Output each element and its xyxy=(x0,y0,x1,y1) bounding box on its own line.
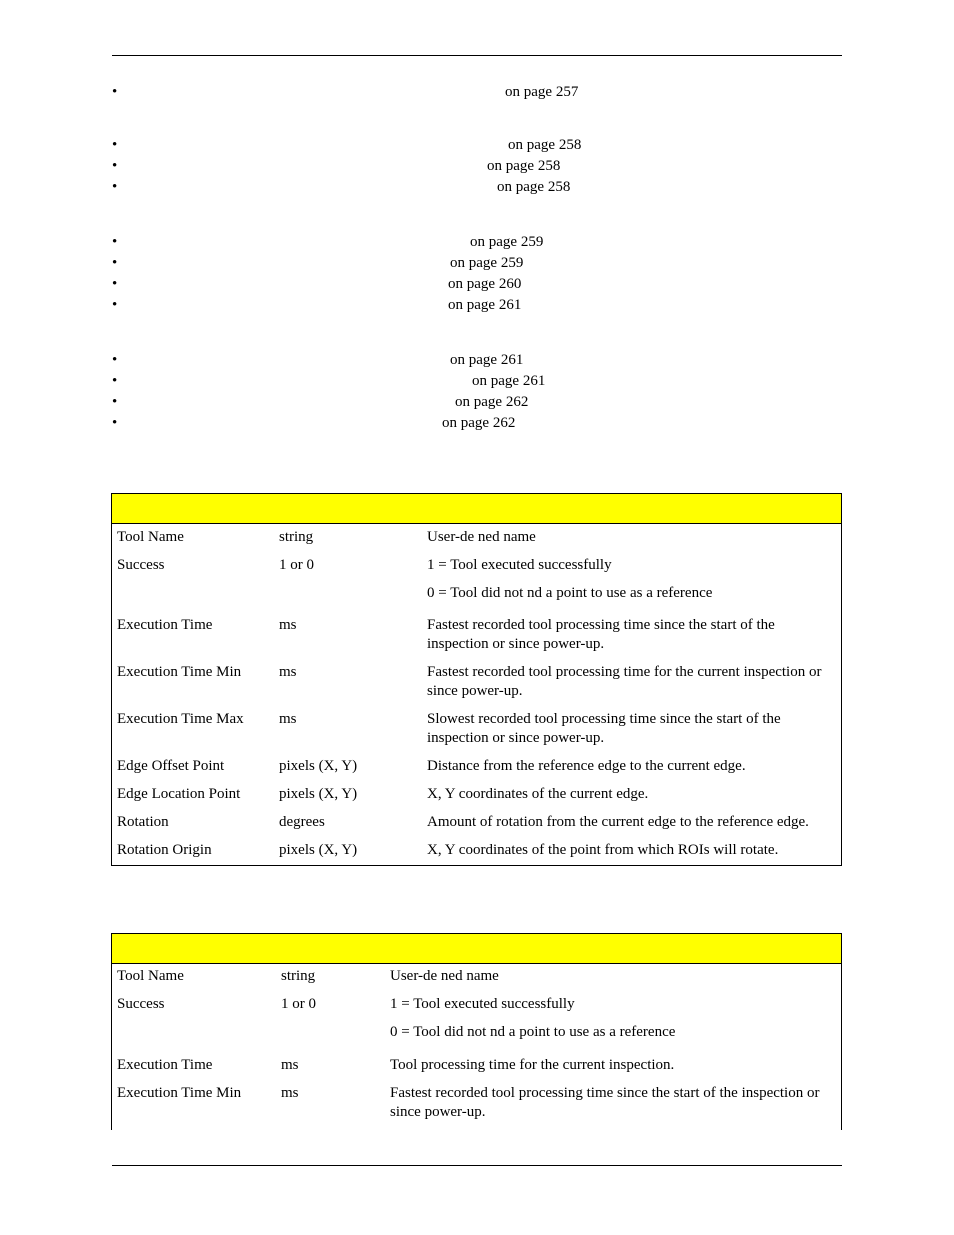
cell-description: Tool processing time for the current inspection. xyxy=(390,1057,675,1073)
bullet-icon: • xyxy=(112,255,118,271)
page-reference-link[interactable]: on page 258 xyxy=(508,137,582,153)
results-table xyxy=(111,933,842,1130)
list-item[interactable] xyxy=(112,413,842,434)
list-item[interactable] xyxy=(112,135,842,156)
cell-type: ms xyxy=(281,1057,299,1073)
cell-type: 1 or 0 xyxy=(281,996,316,1012)
page-reference-link[interactable]: on page 259 xyxy=(450,255,524,271)
page-reference-link[interactable]: on page 258 xyxy=(497,179,571,195)
cell-type: pixels (X, Y) xyxy=(279,842,358,858)
cell-type: pixels (X, Y) xyxy=(279,786,358,802)
cell-type: ms xyxy=(281,1085,299,1101)
bullet-icon: • xyxy=(112,415,118,431)
cell-name: Edge Offset Point xyxy=(117,758,225,774)
bullet-icon: • xyxy=(112,158,118,174)
cell-type: ms xyxy=(279,617,297,633)
cell-type: ms xyxy=(279,711,297,727)
page-reference-link[interactable]: on page 262 xyxy=(442,415,516,431)
bullet-icon: • xyxy=(112,352,118,368)
list-item[interactable] xyxy=(112,371,842,392)
page-reference-link[interactable]: on page 262 xyxy=(455,394,529,410)
cell-description: Amount of rotation from the current edge to the reference edge. xyxy=(427,814,809,830)
list-item[interactable] xyxy=(112,350,842,371)
list-item[interactable] xyxy=(112,156,842,177)
bullet-icon: • xyxy=(112,276,118,292)
cell-type: 1 or 0 xyxy=(279,557,314,573)
list-item[interactable] xyxy=(112,177,842,198)
list-item[interactable] xyxy=(112,253,842,274)
list-item[interactable] xyxy=(112,392,842,413)
cell-name: Execution Time xyxy=(117,1057,213,1073)
cell-name: Execution Time Min xyxy=(117,664,242,680)
list-item[interactable] xyxy=(112,274,842,295)
cell-type: degrees xyxy=(279,814,325,830)
page-reference-link[interactable]: on page 259 xyxy=(470,234,544,250)
footer-rule xyxy=(112,1165,842,1166)
cell-description: User-de ned name xyxy=(427,529,536,545)
bullet-icon: • xyxy=(112,179,118,195)
page-reference-link[interactable]: on page 261 xyxy=(450,352,524,368)
cell-description: Fastest recorded tool processing time since the start of the inspection or since power-up. xyxy=(390,1085,820,1120)
cell-description: 0 = Tool did not nd a point to use as a reference xyxy=(427,585,713,601)
cell-description: X, Y coordinates of the point from which ROIs will rotate. xyxy=(427,842,779,858)
list-item[interactable] xyxy=(112,82,842,103)
list-item[interactable] xyxy=(112,295,842,316)
page-reference-link[interactable]: on page 260 xyxy=(448,276,522,292)
cell-description: 0 = Tool did not nd a point to use as a reference xyxy=(390,1024,676,1040)
cell-name: Rotation Origin xyxy=(117,842,212,858)
cell-name: Execution Time xyxy=(117,617,213,633)
table-header-bar xyxy=(112,494,841,524)
cell-name: Success xyxy=(117,996,165,1012)
cell-description: Fastest recorded tool processing time for the current inspection or since power-up. xyxy=(427,664,822,699)
bullet-icon: • xyxy=(112,394,118,410)
bullet-icon: • xyxy=(112,137,118,153)
page-reference-link[interactable]: on page 258 xyxy=(487,158,561,174)
table-header-bar xyxy=(112,934,841,964)
page-reference-link[interactable]: on page 261 xyxy=(448,297,522,313)
header-rule xyxy=(112,55,842,56)
bullet-icon: • xyxy=(112,297,118,313)
page-reference-link[interactable]: on page 261 xyxy=(472,373,546,389)
list-item[interactable] xyxy=(112,232,842,253)
bullet-icon: • xyxy=(112,84,118,100)
cell-name: Tool Name xyxy=(117,529,184,545)
cell-description: Distance from the reference edge to the current edge. xyxy=(427,758,746,774)
cell-description: 1 = Tool executed successfully xyxy=(427,557,612,573)
cell-type: ms xyxy=(279,664,297,680)
page-reference-link[interactable]: on page 257 xyxy=(505,84,579,100)
bullet-icon: • xyxy=(112,234,118,250)
cell-description: Slowest recorded tool processing time since the start of the inspection or since power-up. xyxy=(427,711,781,746)
results-table xyxy=(111,493,842,866)
cell-type: string xyxy=(281,968,316,984)
cell-type: pixels (X, Y) xyxy=(279,758,358,774)
cell-type: string xyxy=(279,529,314,545)
cell-description: User-de ned name xyxy=(390,968,499,984)
cell-name: Success xyxy=(117,557,165,573)
cell-name: Execution Time Min xyxy=(117,1085,242,1101)
cell-description: Fastest recorded tool processing time since the start of the inspection or since power-up. xyxy=(427,617,775,652)
cell-name: Tool Name xyxy=(117,968,184,984)
cell-name: Execution Time Max xyxy=(117,711,244,727)
bullet-icon: • xyxy=(112,373,118,389)
cell-name: Edge Location Point xyxy=(117,786,241,802)
cell-description: 1 = Tool executed successfully xyxy=(390,996,575,1012)
cell-name: Rotation xyxy=(117,814,169,830)
cell-description: X, Y coordinates of the current edge. xyxy=(427,786,649,802)
